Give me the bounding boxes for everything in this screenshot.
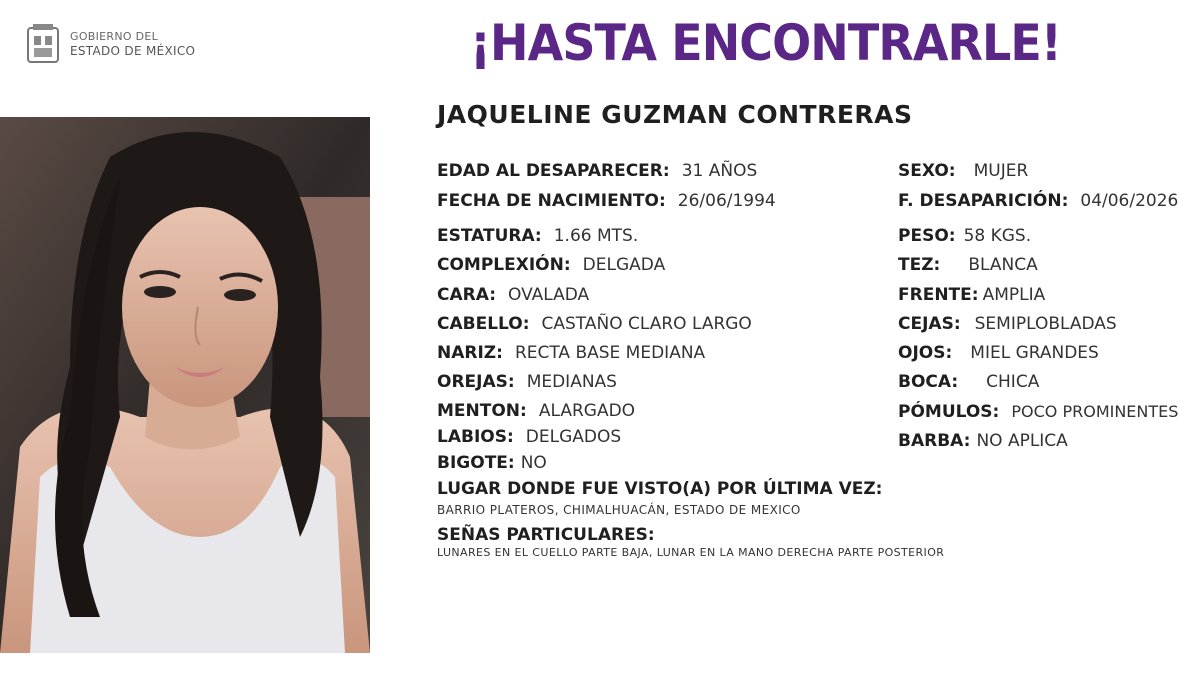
field-menton — [437, 400, 635, 422]
field-value: RECTA BASE MEDIANA — [514, 343, 706, 363]
field-value: ALARGADO — [538, 401, 636, 421]
field-tez — [898, 254, 1038, 276]
field-label: SEXO: — [898, 161, 956, 181]
field-fecha-nacimiento — [437, 190, 776, 212]
field-label: OREJAS: — [437, 372, 515, 392]
field-value: DELGADOS — [525, 427, 622, 447]
field-label: PÓMULOS: — [898, 402, 1000, 422]
field-label: PESO: — [898, 226, 956, 246]
field-cejas — [898, 313, 1117, 335]
field-label: LABIOS: — [437, 427, 514, 447]
last-seen-label: LUGAR DONDE FUE VISTO(A) POR ÚLTIMA VEZ: — [437, 479, 883, 499]
field-label: BARBA: — [898, 431, 971, 451]
field-value: DELGADA — [582, 255, 666, 275]
field-label: TEZ: — [898, 255, 941, 275]
field-nariz — [437, 342, 705, 364]
field-sexo — [898, 160, 1028, 182]
field-fecha-desaparicion — [898, 190, 1178, 212]
field-label: F. DESAPARICIÓN: — [898, 191, 1069, 211]
field-bigote — [437, 452, 547, 474]
field-value: AMPLIA — [982, 285, 1046, 305]
government-logo — [24, 22, 195, 66]
marks-value: LUNARES EN EL CUELLO PARTE BAJA, LUNAR EN LA MANO DERECHA PARTE POSTERIOR — [437, 546, 945, 559]
field-value: BLANCA — [968, 255, 1038, 275]
headline: ¡HASTA ENCONTRARLE! — [470, 14, 1061, 72]
field-label: CARA: — [437, 285, 496, 305]
field-orejas — [437, 371, 617, 393]
field-value: CHICA — [986, 372, 1040, 392]
field-value: MEDIANAS — [526, 372, 617, 392]
field-label: BIGOTE: — [437, 453, 515, 473]
field-value: POCO PROMINENTES — [1011, 402, 1179, 421]
last-seen-value: BARRIO PLATEROS, CHIMALHUACÁN, ESTADO DE MEXICO — [437, 503, 801, 517]
field-value: 31 AÑOS — [681, 161, 758, 181]
logo-line-2: ESTADO DE MÉXICO — [70, 44, 196, 58]
field-label: FECHA DE NACIMIENTO: — [437, 191, 666, 211]
field-value: 04/06/2026 — [1080, 191, 1179, 211]
field-label: OJOS: — [898, 343, 953, 363]
person-photo-image — [0, 117, 370, 653]
field-label: FRENTE: — [898, 285, 979, 305]
government-logo-text — [70, 29, 195, 59]
field-value: 26/06/1994 — [677, 191, 776, 211]
person-photo — [0, 117, 370, 653]
field-value: 58 KGS. — [963, 226, 1032, 246]
field-label: MENTON: — [437, 401, 527, 421]
field-label: COMPLEXIÓN: — [437, 255, 571, 275]
field-value: SEMIPLOBLADAS — [974, 314, 1117, 334]
field-label: NARIZ: — [437, 343, 503, 363]
field-value: CASTAÑO CLARO LARGO — [541, 314, 752, 334]
field-value: MIEL GRANDES — [970, 343, 1099, 363]
logo-line-1: GOBIERNO DEL — [70, 30, 159, 43]
field-boca — [898, 371, 1039, 393]
field-estatura — [437, 225, 638, 247]
field-peso — [898, 225, 1031, 247]
field-cara — [437, 284, 589, 306]
field-pomulos — [898, 401, 1178, 423]
field-labios — [437, 426, 621, 448]
field-label: CEJAS: — [898, 314, 961, 334]
field-edad — [437, 160, 757, 182]
marks-label: SEÑAS PARTICULARES: — [437, 525, 655, 545]
field-value: OVALADA — [508, 285, 590, 305]
field-value: 1.66 MTS. — [553, 226, 639, 246]
field-value: NO — [520, 453, 547, 473]
state-seal-icon — [24, 22, 62, 66]
field-complexion — [437, 254, 665, 276]
field-label: BOCA: — [898, 372, 959, 392]
person-name: JAQUELINE GUZMAN CONTRERAS — [437, 100, 913, 129]
field-value: NO APLICA — [976, 431, 1068, 451]
field-ojos — [898, 342, 1099, 364]
field-cabello — [437, 313, 752, 335]
field-label: ESTATURA: — [437, 226, 542, 246]
field-label: CABELLO: — [437, 314, 530, 334]
field-label: EDAD AL DESAPARECER: — [437, 161, 670, 181]
field-value: MUJER — [973, 161, 1029, 181]
field-barba — [898, 430, 1068, 452]
field-frente — [898, 284, 1045, 306]
